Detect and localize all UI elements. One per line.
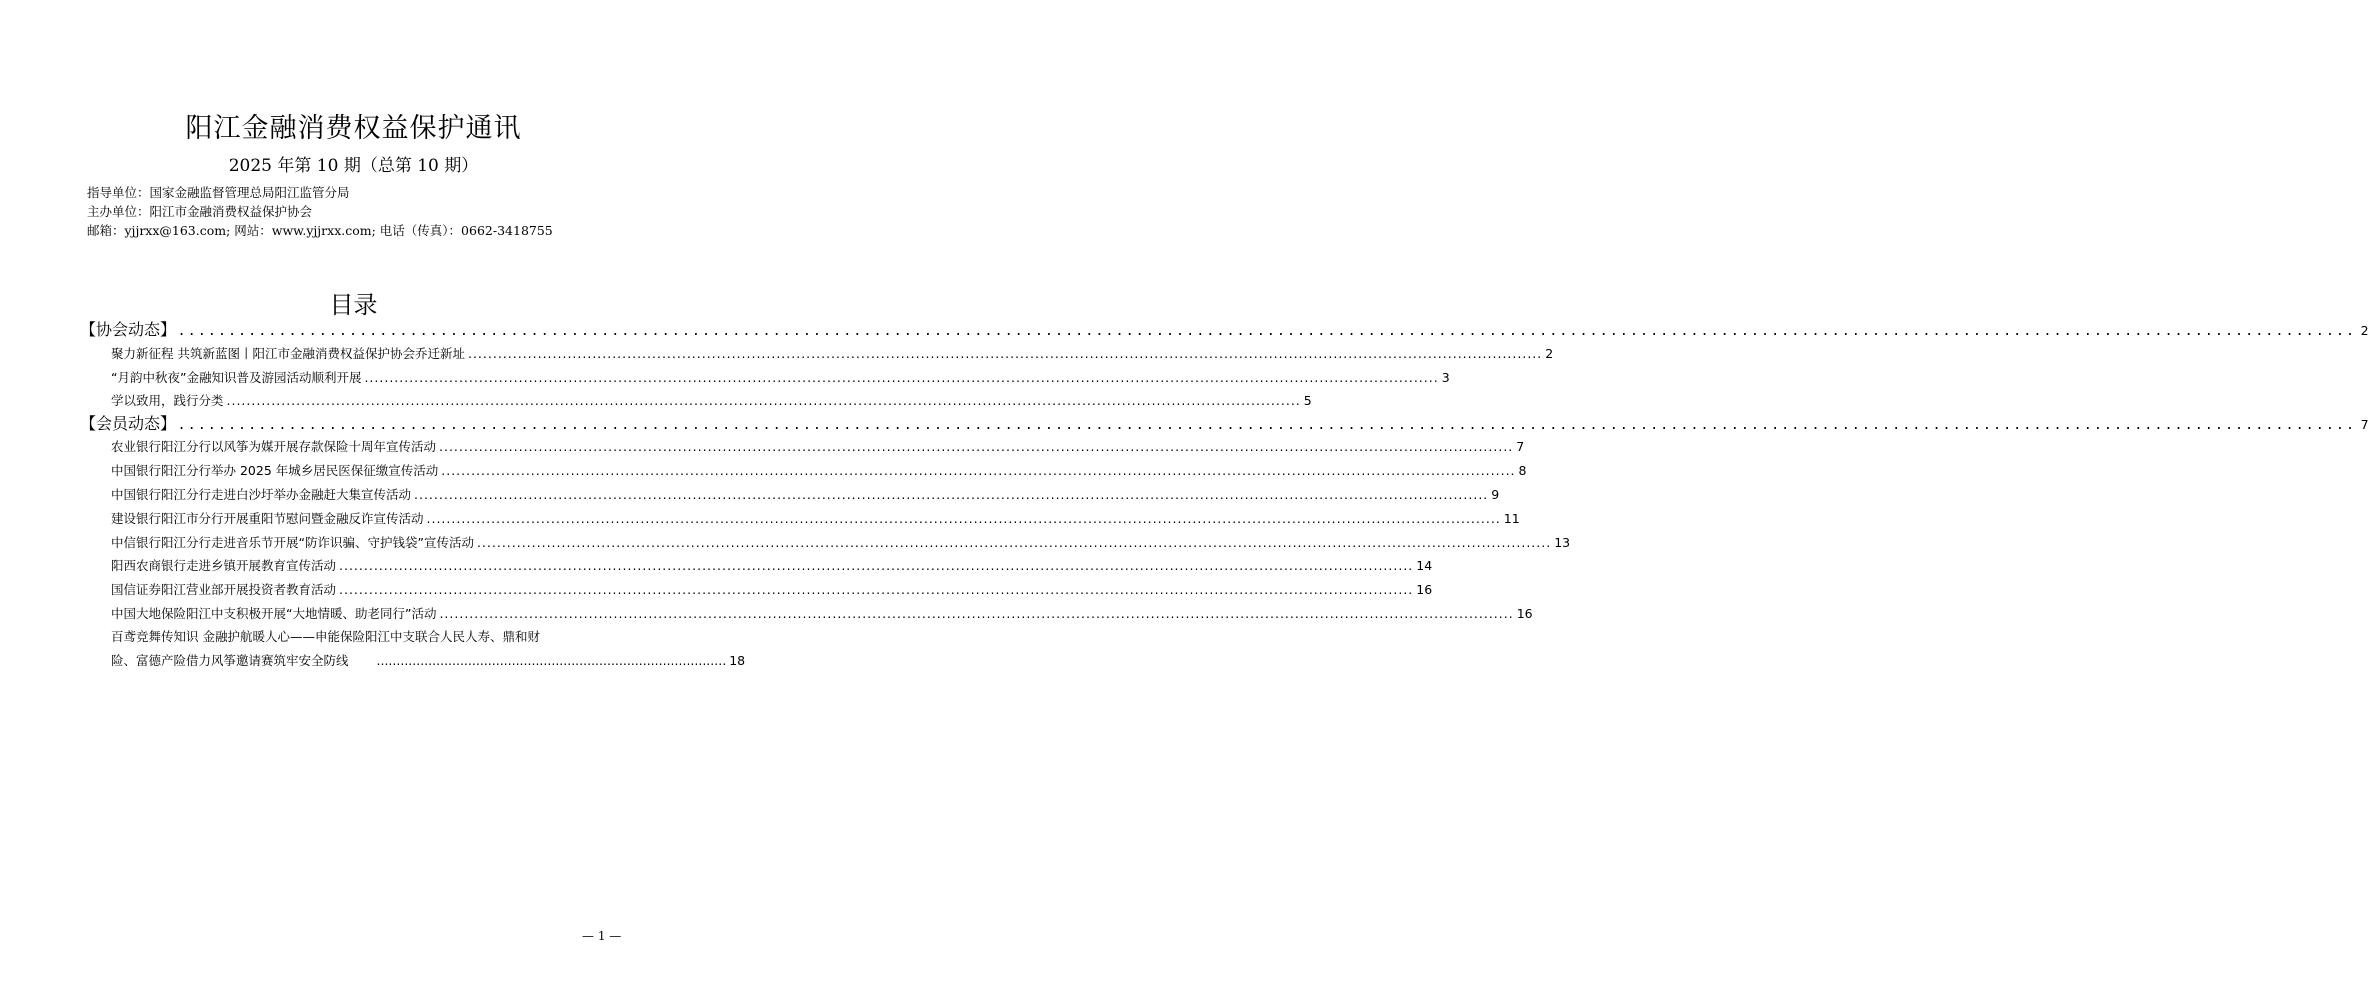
toc-item-label: 学以致用，践行分类 xyxy=(111,393,224,408)
toc-page-number: 8 xyxy=(1518,463,1527,478)
guidance-unit: 指导单位：国家金融监督管理总局阳江监管分局 xyxy=(87,185,350,200)
toc-item[interactable] xyxy=(111,556,1433,574)
toc-section-label: 【会员动态】 xyxy=(80,414,177,433)
toc-item[interactable] xyxy=(111,437,1525,455)
toc-page-number: 9 xyxy=(1491,487,1500,502)
toc-section-association[interactable] xyxy=(80,317,2369,340)
toc-item-label: 聚力新征程 共筑新蓝图丨阳江市金融消费权益保护协会乔迁新址 xyxy=(111,346,465,361)
toc-section-label: 【协会动态】 xyxy=(80,320,177,339)
toc-item-label-line2: 险、富德产险借力风筝邀请赛筑牢安全防线 xyxy=(111,653,349,668)
toc-leader xyxy=(477,535,1551,550)
toc-leader xyxy=(179,320,2358,339)
newsletter-title: 阳江金融消费权益保护通讯 xyxy=(185,113,522,144)
toc-item-label: 农业银行阳江分行以风筝为媒开展存款保险十周年宣传活动 xyxy=(111,439,437,454)
toc-item-label: “月韵中秋夜”金融知识普及游园活动顺利开展 xyxy=(111,370,362,385)
toc-item[interactable] xyxy=(111,533,1571,551)
toc-item-label: 建设银行阳江市分行开展重阳节慰问暨金融反诈宣传活动 xyxy=(111,511,424,526)
toc-item[interactable] xyxy=(111,344,1554,362)
toc-item-label: 中国大地保险阳江中支积极开展“大地情暖、助老同行”活动 xyxy=(111,606,437,621)
toc-leader xyxy=(227,393,1301,408)
toc-leader xyxy=(441,463,1515,478)
toc-page-number: 16 xyxy=(1416,582,1433,597)
toc-item[interactable] xyxy=(111,461,1527,479)
toc-item-label: 阳西农商银行走进乡镇开展教育宣传活动 xyxy=(111,558,337,573)
toc-page-number: 14 xyxy=(1416,558,1433,573)
toc-item[interactable] xyxy=(111,485,1500,503)
toc-item[interactable] xyxy=(111,604,1533,622)
toc-item-label-line1: 百鸢竞舞传知识 金融护航暖人心——申能保险阳江中支联合人民人寿、鼎和财 xyxy=(111,629,540,644)
toc-page-number: 11 xyxy=(1503,511,1520,526)
contact-info: 邮箱：yjjrxx@163.com; 网站：www.yjjrxx.com; 电话（传真）：0662-3418755 xyxy=(87,223,553,238)
toc-page-number: 2 xyxy=(2360,323,2369,338)
toc-item[interactable] xyxy=(111,391,1312,409)
toc-leader: ........................................................................................ xyxy=(376,653,727,668)
host-unit: 主办单位：阳江市金融消费权益保护协会 xyxy=(87,204,313,219)
toc-item[interactable] xyxy=(111,509,1520,527)
toc-leader xyxy=(414,487,1488,502)
toc-item-multiline[interactable] xyxy=(111,627,746,669)
toc-leader xyxy=(439,439,1513,454)
toc-item[interactable] xyxy=(111,368,1450,386)
toc-page-number: 3 xyxy=(1441,370,1450,385)
toc-item-label: 国信证券阳江营业部开展投资者教育活动 xyxy=(111,582,337,597)
toc-item[interactable] xyxy=(111,580,1433,598)
toc-leader xyxy=(364,370,1438,385)
toc-page-number: 16 xyxy=(1516,606,1533,621)
toc-page-number: 5 xyxy=(1303,393,1312,408)
toc-page-number: 18 xyxy=(729,653,746,668)
toc-leader xyxy=(339,582,1413,597)
toc-page-number: 7 xyxy=(2360,417,2369,432)
toc-leader xyxy=(439,606,1513,621)
toc-heading: 目录 xyxy=(329,291,378,319)
toc-item-label: 中国银行阳江分行走进白沙圩举办金融赶大集宣传活动 xyxy=(111,487,412,502)
toc-page-number: 2 xyxy=(1545,346,1554,361)
toc-section-members[interactable] xyxy=(80,411,2369,434)
toc-page-number: 13 xyxy=(1554,535,1571,550)
toc-leader xyxy=(468,346,1542,361)
page-number: — 1 — xyxy=(582,929,622,943)
toc-item-label: 中信银行阳江分行走进音乐节开展“防诈识骗、守护钱袋”宣传活动 xyxy=(111,535,474,550)
issue-number: 2025 年第 10 期（总第 10 期） xyxy=(228,156,479,176)
toc-leader xyxy=(427,511,1501,526)
toc-leader xyxy=(339,558,1413,573)
toc-leader xyxy=(179,414,2358,433)
toc-page-number: 7 xyxy=(1516,439,1525,454)
toc-item-label: 中国银行阳江分行举办 2025 年城乡居民医保征缴宣传活动 xyxy=(111,463,439,478)
